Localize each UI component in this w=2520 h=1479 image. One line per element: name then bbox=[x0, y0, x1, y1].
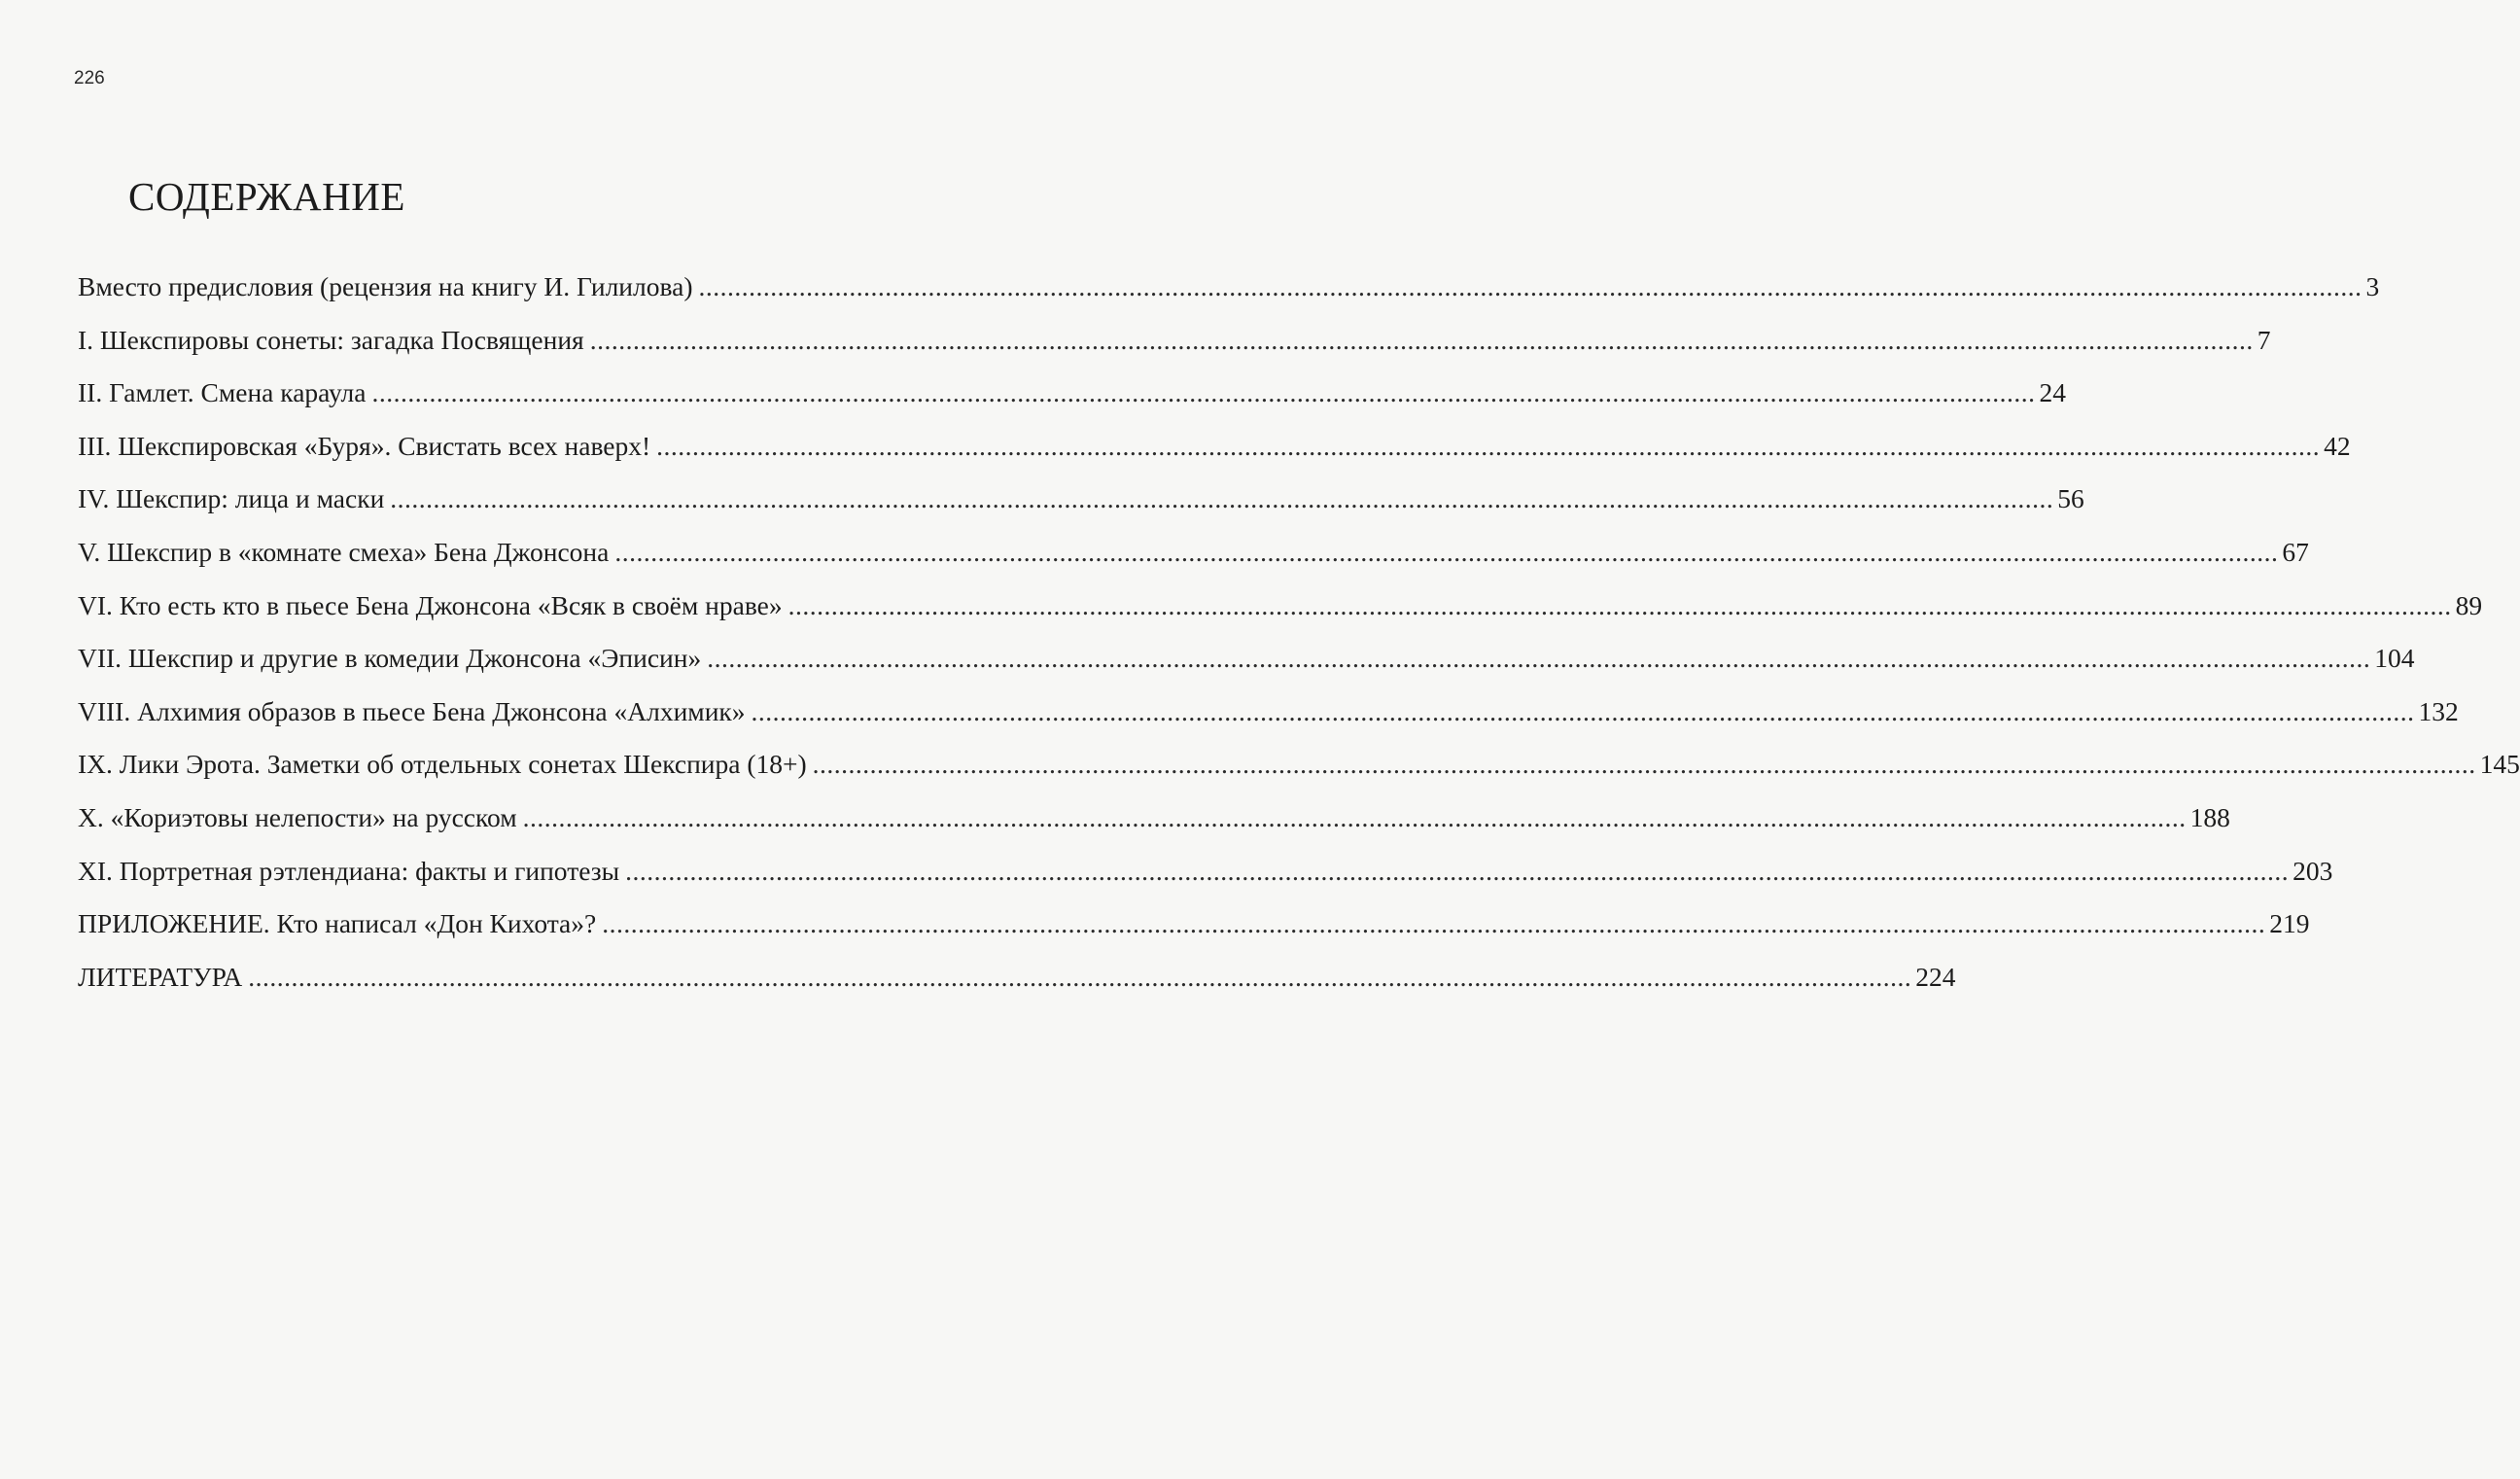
toc-entry bbox=[78, 845, 2333, 898]
dot-leader bbox=[698, 261, 2362, 314]
dot-leader bbox=[752, 686, 2415, 739]
toc-entry-title: V. Шекспир в «комнате смеха» Бена Джонсона bbox=[78, 536, 610, 567]
toc-entry-title: XI. Портретная рэтлендиана: факты и гипотезы bbox=[78, 855, 620, 886]
toc-entry-title: VIII. Алхимия образов в пьесе Бена Джонсона «Алхимик» bbox=[78, 695, 746, 726]
toc-entry bbox=[78, 420, 2351, 474]
dot-leader bbox=[656, 420, 2320, 474]
toc-entry bbox=[78, 686, 2459, 739]
dot-leader bbox=[248, 951, 1911, 1004]
dot-leader bbox=[707, 632, 2370, 686]
toc-entry bbox=[78, 792, 2230, 845]
toc-entry bbox=[78, 951, 1956, 1004]
toc-entry-page: 89 bbox=[2455, 589, 2483, 620]
toc-entry-page: 203 bbox=[2292, 855, 2333, 886]
toc-entry-title: ЛИТЕРАТУРА bbox=[78, 961, 243, 992]
toc-entry-page: 7 bbox=[2257, 324, 2271, 355]
toc-entry-title: VI. Кто есть кто в пьесе Бена Джонсона «Всяк в своём нраве» bbox=[78, 589, 783, 620]
toc-entry bbox=[78, 526, 2309, 580]
toc-entry-page: 188 bbox=[2189, 801, 2230, 832]
dot-leader bbox=[813, 738, 2476, 792]
dot-leader bbox=[590, 314, 2254, 368]
toc-entry-page: 104 bbox=[2374, 643, 2415, 674]
dot-leader bbox=[788, 580, 2452, 633]
dot-leader bbox=[523, 792, 2187, 845]
toc-entry bbox=[78, 367, 2066, 420]
toc-entry-title: ПРИЛОЖЕНИЕ. Кто написал «Дон Кихота»? bbox=[78, 908, 597, 939]
toc-entry-page: 67 bbox=[2282, 536, 2309, 567]
toc-entry bbox=[78, 473, 2084, 526]
toc-entry-page: 3 bbox=[2365, 271, 2380, 301]
toc-entry-page: 24 bbox=[2039, 377, 2066, 408]
toc-entry-title: IV. Шекспир: лица и маски bbox=[78, 483, 385, 514]
toc-entry-title: X. «Кориэтовы нелепости» на русском bbox=[78, 801, 517, 832]
table-of-contents bbox=[78, 261, 2520, 1004]
toc-entry-page: 219 bbox=[2269, 908, 2310, 939]
toc-entry-title: IX. Лики Эрота. Заметки об отдельных сонетах Шекспира (18+) bbox=[78, 749, 807, 780]
dot-leader bbox=[625, 845, 2289, 898]
toc-entry-page: 224 bbox=[1915, 961, 1956, 992]
toc-entry-page: 56 bbox=[2057, 483, 2084, 514]
toc-entry-title: II. Гамлет. Смена караула bbox=[78, 377, 367, 408]
dot-leader bbox=[390, 473, 2053, 526]
toc-entry-title: I. Шекспировы сонеты: загадка Посвящения bbox=[78, 324, 584, 355]
page-number: 226 bbox=[74, 68, 105, 88]
dot-leader bbox=[602, 898, 2265, 951]
dot-leader bbox=[371, 367, 2035, 420]
toc-entry bbox=[78, 898, 2310, 951]
toc-entry bbox=[78, 632, 2415, 686]
toc-entry bbox=[78, 314, 2271, 368]
toc-entry bbox=[78, 261, 2380, 314]
page-title: СОДЕРЖАНИЕ bbox=[128, 174, 405, 219]
toc-entry-title: III. Шекспировская «Буря». Свистать всех наверх! bbox=[78, 430, 651, 461]
toc-entry bbox=[78, 738, 2520, 792]
toc-entry-title: Вместо предисловия (рецензия на книгу И. Гилилова) bbox=[78, 271, 693, 301]
dot-leader bbox=[614, 526, 2278, 580]
toc-entry-title: VII. Шекспир и другие в комедии Джонсона «Эписин» bbox=[78, 643, 702, 674]
toc-entry bbox=[78, 580, 2483, 633]
toc-entry-page: 132 bbox=[2418, 695, 2459, 726]
toc-entry-page: 42 bbox=[2324, 430, 2351, 461]
toc-entry-page: 145 bbox=[2479, 749, 2520, 780]
